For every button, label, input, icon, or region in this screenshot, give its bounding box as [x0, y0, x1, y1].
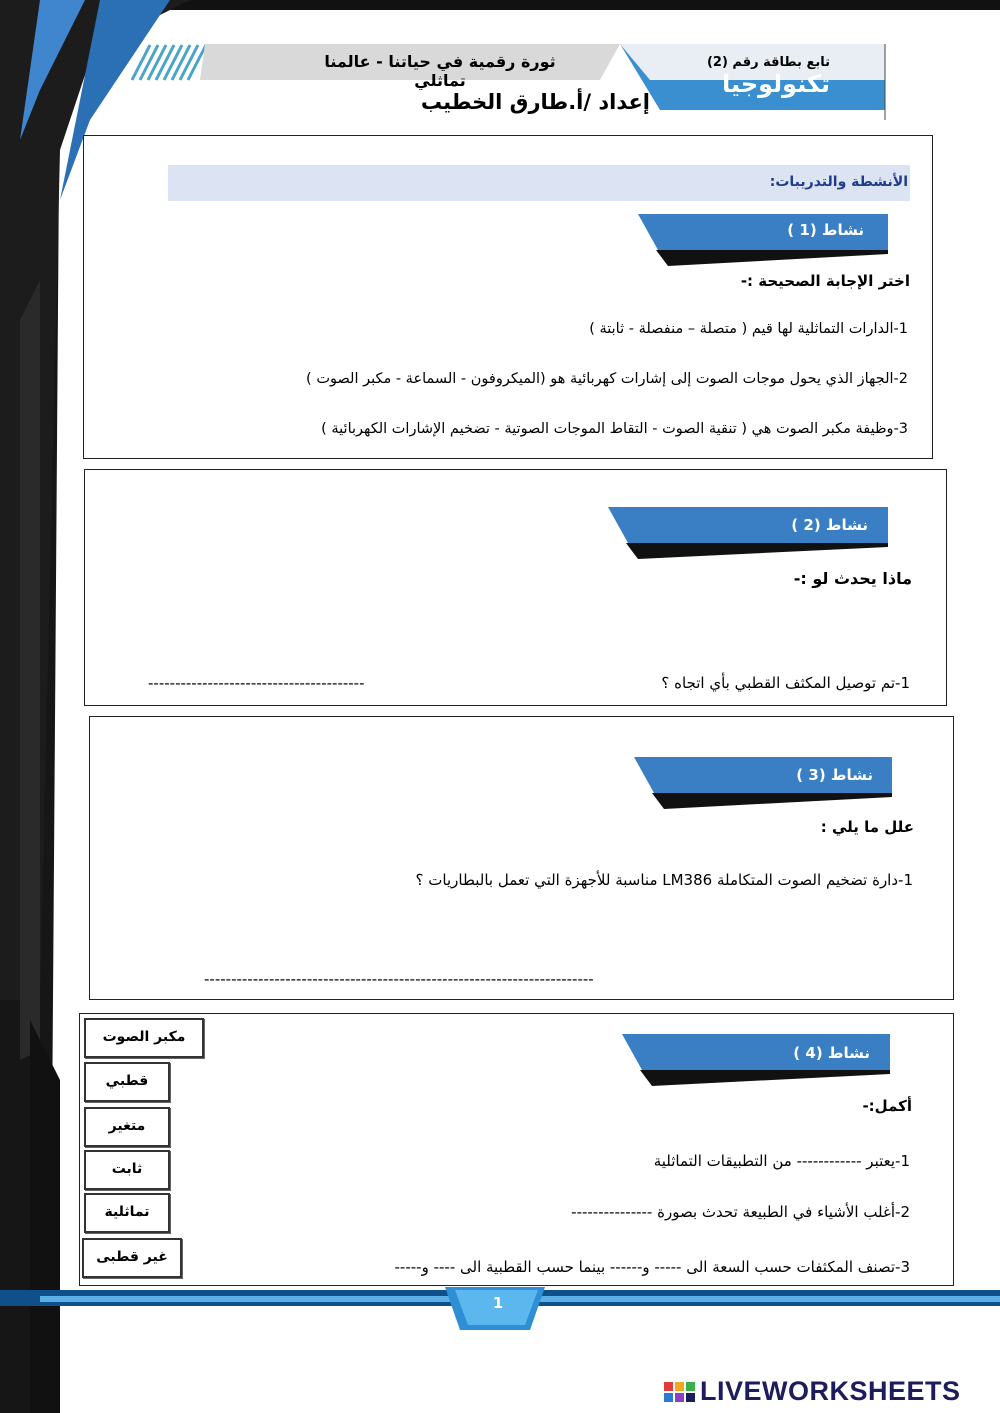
activity2-instruction: ماذا يحدث لو :-	[793, 569, 912, 588]
activity3-label: نشاط (3 )	[796, 766, 873, 784]
activity3-answer-line[interactable]: ------------------------------------------------------------------------	[204, 970, 594, 988]
word-bank-item[interactable]: تماثلية	[84, 1193, 170, 1233]
activity4-instruction: أكمل:-	[862, 1097, 912, 1115]
subject-name: تكنولوجيا	[722, 70, 830, 98]
author-line: إعداد /أ.طارق الخطيب	[420, 90, 650, 114]
card-number: تابع بطاقة رقم (2)	[706, 55, 830, 70]
worksheet-title: ثورة رقمية في حياتنا - عالمنا تماثلي	[324, 52, 556, 90]
activity4-item-2[interactable]: 2-أغلب الأشياء في الطبيعة تحدث بصورة ---------------	[571, 1203, 910, 1221]
activity2-item-1: 1-تم توصيل المكثف القطبي بأي اتجاه ؟	[661, 674, 910, 692]
activity1-label: نشاط (1 )	[787, 221, 864, 239]
activity2-answer-line[interactable]: ----------------------------------------	[148, 674, 365, 692]
activity4-label: نشاط (4 )	[793, 1044, 870, 1062]
word-bank-item[interactable]: غير قطبى	[82, 1238, 182, 1278]
word-bank-item[interactable]: متغير	[84, 1107, 170, 1147]
word-bank-item[interactable]: ثابت	[84, 1150, 170, 1190]
activity2-label: نشاط (2 )	[791, 516, 868, 534]
activity1-item-2[interactable]: 2-الجهاز الذي يحول موجات الصوت إلى إشارات كهربائية هو (الميكروفون - السماعة - مكبر الصوت )	[306, 371, 908, 387]
activity3-item-1: 1-دارة تضخيم الصوت المتكاملة LM386 مناسبة للأجهزة التي تعمل بالبطاريات ؟	[415, 871, 913, 889]
activity3-instruction: علل ما يلي :	[820, 818, 914, 836]
activity1-item-1[interactable]: 1-الدارات التماثلية لها قيم ( متصلة – منفصلة - ثابتة )	[589, 321, 908, 337]
liveworksheets-logo: LIVEWORKSHEETS	[700, 1376, 961, 1406]
activity1-item-3[interactable]: 3-وظيفة مكبر الصوت هي ( تنقية الصوت - التقاط الموجات الصوتية - تضخيم الإشارات الكهربائية )	[321, 421, 908, 437]
word-bank-item[interactable]: قطبي	[84, 1062, 170, 1102]
activity4-item-1[interactable]: 1-يعتبر ------------ من التطبيقات التماثلية	[653, 1152, 910, 1170]
activity1-instruction: اختر الإجابة الصحيحة :-	[740, 272, 910, 290]
page-number: 1	[492, 1294, 504, 1312]
section-heading: الأنشطة والتدريبات:	[769, 174, 908, 190]
word-bank-item[interactable]: مكبر الصوت	[84, 1018, 204, 1058]
activity4-item-3[interactable]: 3-تصنف المكثفات حسب السعة الى ----- و------ بينما حسب القطبية الى ---- و-----	[394, 1258, 910, 1276]
